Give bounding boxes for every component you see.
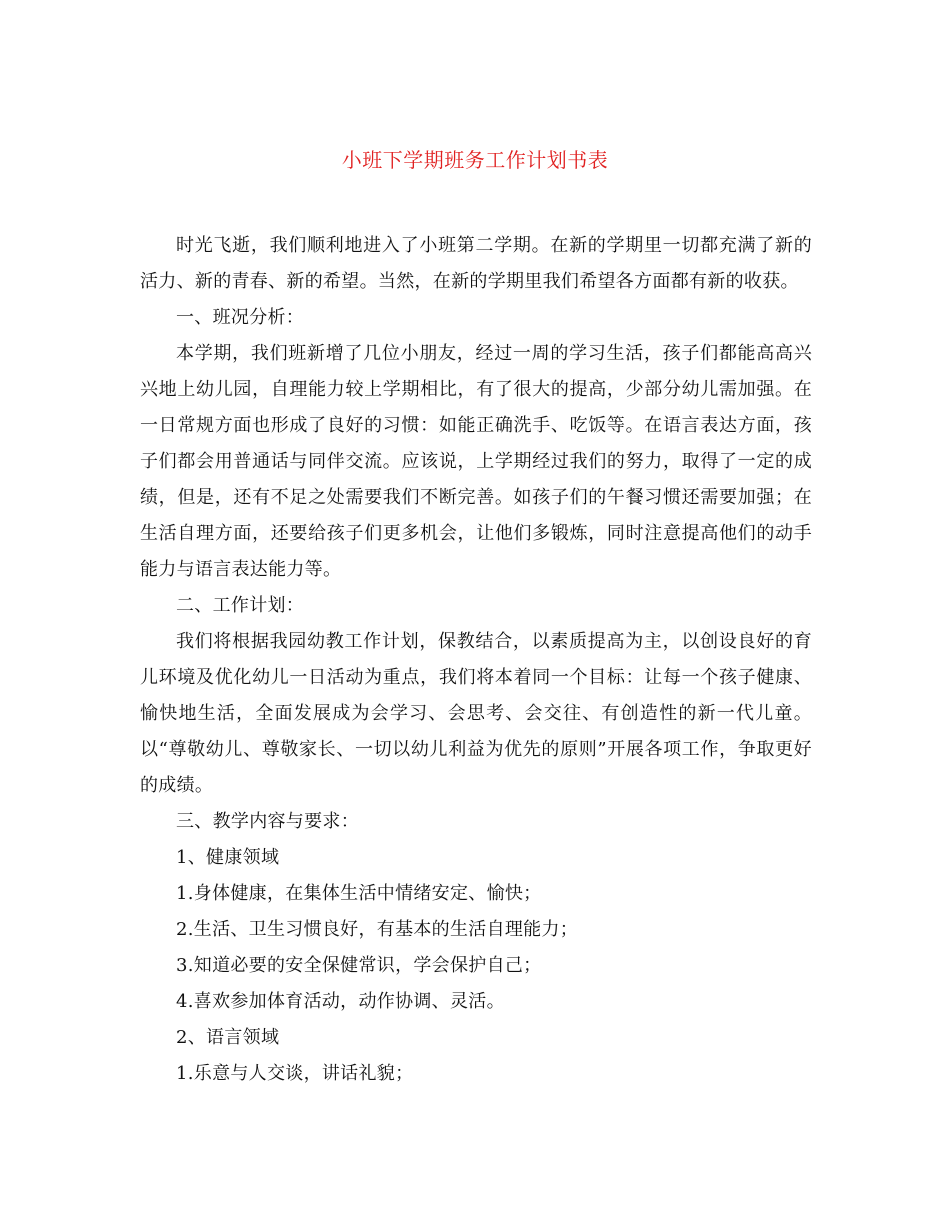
list-item: 1.身体健康，在集体生活中情绪安定、愉快； <box>176 883 542 904</box>
subheading-language-domain: 2、语言领域 <box>176 1027 280 1048</box>
paragraph-intro: 时光飞逝，我们顺利地进入了小班第二学期。在新的学期里一切都充满了新的活力、新的青春、新的希望。当然，在新的学期里我们希望各方面都有新的收获。 <box>140 235 812 292</box>
list-item: 1.乐意与人交谈，讲话礼貌； <box>176 1063 414 1084</box>
document-body <box>140 228 812 1092</box>
list-item: 2.生活、卫生习惯良好，有基本的生活自理能力； <box>176 919 579 940</box>
paragraph-work-plan: 我们将根据我园幼教工作计划，保教结合，以素质提高为主，以创设良好的育儿环境及优化幼儿一日活动为重点，我们将本着同一个目标：让每一个孩子健康、愉快地生活，全面发展成为会学习、会思考、会交往、有创造性的新一代儿童。以“尊敬幼儿、尊敬家长、一切以幼儿利益为优先的原则”开展各项工作，争取更好的成绩。 <box>140 631 812 796</box>
document-title: 小班下学期班务工作计划书表 <box>341 148 609 172</box>
paragraph-class-analysis: 本学期，我们班新增了几位小朋友，经过一周的学习生活，孩子们都能高高兴兴地上幼儿园，自理能力较上学期相比，有了很大的提高，少部分幼儿需加强。在一日常规方面也形成了良好的习惯：如能正确洗手、吃饭等。在语言表达方面，孩子们都会用普通话与同伴交流。应该说，上学期经过我们的努力，取得了一定的成绩，但是，还有不足之处需要我们不断完善。如孩子们的午餐习惯还需要加强；在生活自理方面，还要给孩子们更多机会，让他们多锻炼，同时注意提高他们的动手能力与语言表达能力等。 <box>140 343 812 580</box>
section-heading-teaching-content: 三、教学内容与要求： <box>176 811 359 832</box>
section-heading-work-plan: 二、工作计划： <box>176 595 305 616</box>
list-item: 3.知道必要的安全保健常识，学会保护自己； <box>176 955 542 976</box>
section-heading-class-analysis: 一、班况分析： <box>176 307 305 328</box>
subheading-health-domain: 1、健康领域 <box>176 847 280 868</box>
list-item: 4.喜欢参加体育活动，动作协调、灵活。 <box>176 991 505 1012</box>
